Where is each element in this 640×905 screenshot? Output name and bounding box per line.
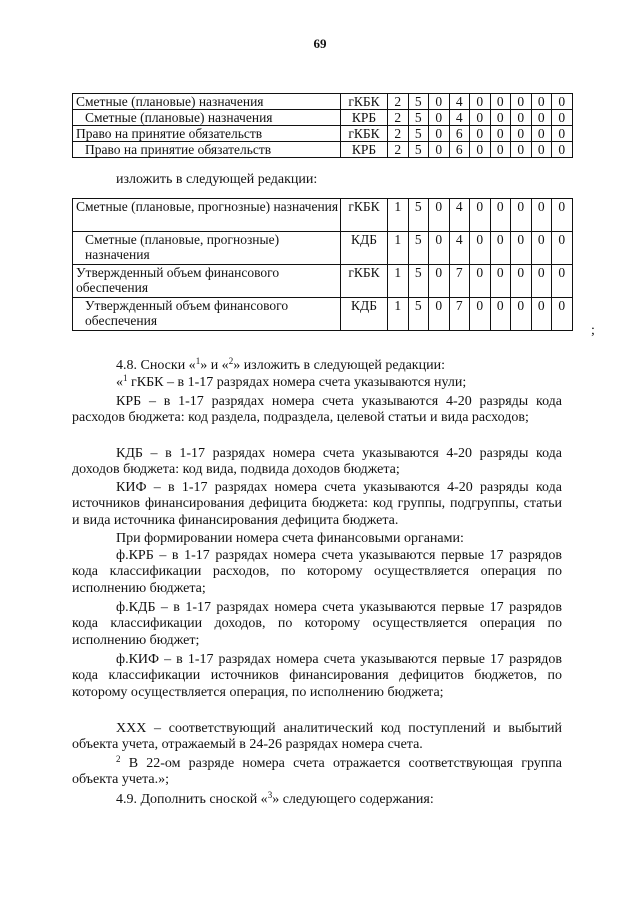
account-name-cell: Утвержденный объем финансового обеспечения bbox=[73, 265, 341, 298]
account-digit-cell: 5 bbox=[408, 110, 429, 126]
classification-code-cell: гКБК bbox=[341, 199, 388, 232]
table-row bbox=[73, 232, 573, 265]
account-digit-cell: 0 bbox=[552, 142, 573, 158]
table-row bbox=[73, 110, 573, 126]
account-digit-cell: 0 bbox=[511, 232, 532, 265]
account-digit-cell: 1 bbox=[388, 232, 409, 265]
classification-code-cell: гКБК bbox=[341, 126, 388, 142]
paragraph-krb: КРБ – в 1-17 разрядах номера счета указываются 4-20 разряды кода расходов бюджета: код раздела, подраздела, целевой статьи и вида расходов; bbox=[72, 394, 562, 426]
paragraph-kdb: КДБ – в 1-17 разрядах номера счета указываются 4-20 разряды кода доходов бюджета: код вида, подвида доходов бюджета; bbox=[72, 446, 562, 478]
paragraph-kif: КИФ – в 1-17 разрядах номера счета указываются 4-20 разряды кода источников финансирования дефицита бюджета: код группы, подгруппы, статьи и вида источника финансирования дефицита бюджета. bbox=[72, 480, 562, 528]
account-digit-cell: 0 bbox=[552, 232, 573, 265]
account-digit-cell: 0 bbox=[429, 126, 450, 142]
account-digit-cell: 0 bbox=[470, 265, 491, 298]
paragraph-f-kif: ф.КИФ – в 1-17 разрядах номера счета указываются первые 17 разрядов кода классификации источников финансирования дефицитов бюджетов, по которому осуществляется операция, по исполнению бюджета; bbox=[72, 652, 562, 700]
account-name-cell: Сметные (плановые) назначения bbox=[73, 110, 341, 126]
account-digit-cell: 0 bbox=[511, 94, 532, 110]
account-digit-cell: 0 bbox=[470, 110, 491, 126]
account-digit-cell: 0 bbox=[490, 110, 511, 126]
account-digit-cell: 0 bbox=[470, 94, 491, 110]
account-digit-cell: 0 bbox=[552, 265, 573, 298]
paragraph-f-krb: ф.КРБ – в 1-17 разрядах номера счета указываются первые 17 разрядов кода классификации расходов, по которому осуществляется операция по исполнению бюджета; bbox=[72, 548, 562, 596]
account-digit-cell: 1 bbox=[388, 265, 409, 298]
account-digit-cell: 1 bbox=[388, 298, 409, 331]
section-4-9-heading: 4.9. Дополнить сноской «$^3$» следующего содержания: bbox=[116, 790, 434, 807]
classification-code-cell: гКБК bbox=[341, 94, 388, 110]
account-digit-cell: 5 bbox=[408, 142, 429, 158]
paragraph-xxx: ХХХ – соответствующий аналитический код поступлений и выбытий объекта учета, отражаемый в 24-26 разрядах номера счета. bbox=[72, 721, 562, 753]
table-end-semicolon: ; bbox=[591, 323, 595, 338]
account-digit-cell: 5 bbox=[408, 298, 429, 331]
account-digit-cell: 0 bbox=[490, 199, 511, 232]
account-table-new bbox=[72, 198, 573, 331]
account-digit-cell: 0 bbox=[531, 265, 552, 298]
account-digit-cell: 0 bbox=[531, 94, 552, 110]
account-digit-cell: 5 bbox=[408, 265, 429, 298]
classification-code-cell: КРБ bbox=[341, 110, 388, 126]
account-digit-cell: 7 bbox=[449, 298, 470, 331]
account-digit-cell: 0 bbox=[429, 232, 450, 265]
account-digit-cell: 0 bbox=[531, 126, 552, 142]
account-digit-cell: 0 bbox=[490, 298, 511, 331]
account-name-cell: Утвержденный объем финансового обеспечения bbox=[73, 298, 341, 331]
account-digit-cell: 0 bbox=[490, 142, 511, 158]
account-digit-cell: 0 bbox=[490, 94, 511, 110]
page-number: 69 bbox=[313, 36, 327, 51]
account-name-cell: Сметные (плановые, прогнозные) назначения bbox=[73, 199, 341, 232]
account-digit-cell: 2 bbox=[388, 126, 409, 142]
redaction-intro: изложить в следующей редакции: bbox=[116, 172, 318, 187]
account-digit-cell: 2 bbox=[388, 94, 409, 110]
account-digit-cell: 0 bbox=[429, 110, 450, 126]
table-row bbox=[73, 142, 573, 158]
account-digit-cell: 0 bbox=[531, 232, 552, 265]
account-digit-cell: 0 bbox=[531, 298, 552, 331]
account-digit-cell: 0 bbox=[531, 199, 552, 232]
account-digit-cell: 0 bbox=[470, 298, 491, 331]
account-digit-cell: 4 bbox=[449, 232, 470, 265]
account-digit-cell: 4 bbox=[449, 110, 470, 126]
account-name-cell: Право на принятие обязательств bbox=[73, 142, 341, 158]
account-digit-cell: 0 bbox=[531, 142, 552, 158]
account-digit-cell: 2 bbox=[388, 142, 409, 158]
account-digit-cell: 6 bbox=[449, 142, 470, 158]
account-digit-cell: 0 bbox=[552, 298, 573, 331]
account-digit-cell: 0 bbox=[429, 298, 450, 331]
classification-code-cell: КДБ bbox=[341, 232, 388, 265]
footnote-1-first-line: «$^1$ гКБК – в 1-17 разрядах номера счета указываются нули; bbox=[116, 373, 467, 390]
account-digit-cell: 5 bbox=[408, 232, 429, 265]
table-row bbox=[73, 298, 573, 331]
account-digit-cell: 0 bbox=[511, 298, 532, 331]
account-digit-cell: 4 bbox=[449, 199, 470, 232]
account-digit-cell: 0 bbox=[470, 126, 491, 142]
classification-code-cell: КРБ bbox=[341, 142, 388, 158]
account-digit-cell: 0 bbox=[552, 126, 573, 142]
account-digit-cell: 0 bbox=[429, 142, 450, 158]
account-digit-cell: 0 bbox=[511, 142, 532, 158]
account-digit-cell: 1 bbox=[388, 199, 409, 232]
account-name-cell: Сметные (плановые, прогнозные) назначения bbox=[73, 232, 341, 265]
account-digit-cell: 5 bbox=[408, 94, 429, 110]
account-digit-cell: 7 bbox=[449, 265, 470, 298]
account-digit-cell: 0 bbox=[531, 110, 552, 126]
paragraph-financial-bodies: При формировании номера счета финансовыми органами: bbox=[116, 531, 464, 546]
account-digit-cell: 6 bbox=[449, 126, 470, 142]
account-digit-cell: 0 bbox=[511, 199, 532, 232]
table-row bbox=[73, 126, 573, 142]
account-digit-cell: 0 bbox=[490, 265, 511, 298]
account-digit-cell: 5 bbox=[408, 199, 429, 232]
account-digit-cell: 0 bbox=[552, 199, 573, 232]
account-digit-cell: 0 bbox=[429, 94, 450, 110]
account-digit-cell: 0 bbox=[429, 265, 450, 298]
section-4-8-heading: 4.8. Сноски «$^1$» и «$^2$» изложить в следующей редакции: bbox=[116, 356, 445, 373]
account-digit-cell: 0 bbox=[511, 126, 532, 142]
account-digit-cell: 0 bbox=[552, 94, 573, 110]
account-digit-cell: 0 bbox=[552, 110, 573, 126]
account-digit-cell: 0 bbox=[511, 265, 532, 298]
account-digit-cell: 2 bbox=[388, 110, 409, 126]
account-digit-cell: 0 bbox=[470, 199, 491, 232]
paragraph-f-kdb: ф.КДБ – в 1-17 разрядах номера счета указываются первые 17 разрядов кода классификации доходов, по которому осуществляется операция по исполнению бюджет; bbox=[72, 600, 562, 648]
account-table-old bbox=[72, 93, 573, 158]
table-row bbox=[73, 199, 573, 232]
account-digit-cell: 0 bbox=[470, 142, 491, 158]
classification-code-cell: гКБК bbox=[341, 265, 388, 298]
account-digit-cell: 0 bbox=[490, 126, 511, 142]
account-digit-cell: 5 bbox=[408, 126, 429, 142]
table-row bbox=[73, 265, 573, 298]
account-name-cell: Право на принятие обязательств bbox=[73, 126, 341, 142]
account-digit-cell: 0 bbox=[470, 232, 491, 265]
account-name-cell: Сметные (плановые) назначения bbox=[73, 94, 341, 110]
account-digit-cell: 4 bbox=[449, 94, 470, 110]
footnote-2: $^2$ В 22-ом разряде номера счета отражается соответствующая группа объекта учета.»; bbox=[72, 754, 562, 788]
classification-code-cell: КДБ bbox=[341, 298, 388, 331]
account-digit-cell: 0 bbox=[490, 232, 511, 265]
account-digit-cell: 0 bbox=[511, 110, 532, 126]
table-row bbox=[73, 94, 573, 110]
account-digit-cell: 0 bbox=[429, 199, 450, 232]
